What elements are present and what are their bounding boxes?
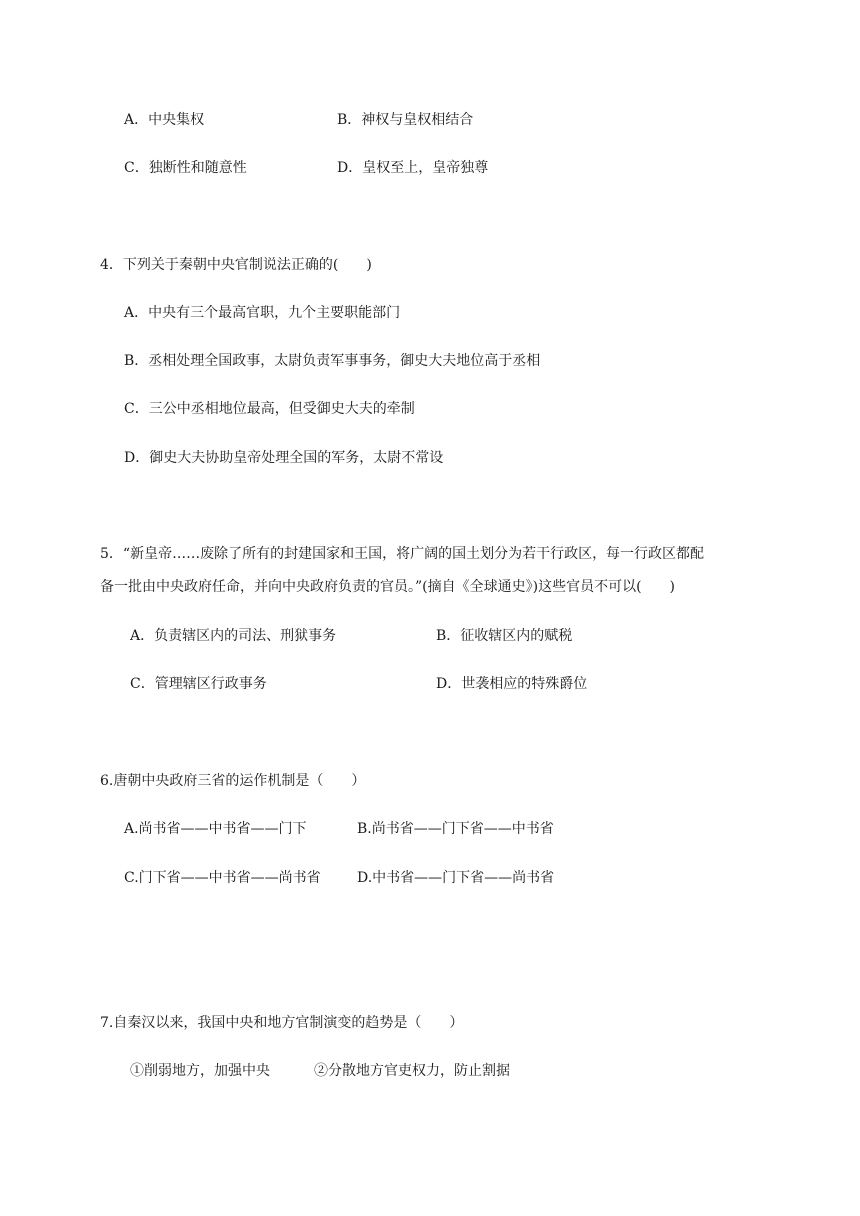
q4-option-c: C．三公中丞相地位最高，但受御史大夫的牵制	[124, 401, 415, 417]
q6-option-d: D.中书省——门下省——尚书省	[357, 870, 555, 886]
q7-stem: 7.自秦汉以来，我国中央和地方官制演变的趋势是（ ）	[100, 1015, 464, 1031]
q7-item-2: ②分散地方官吏权力，防止割据	[314, 1063, 510, 1079]
q5-option-b: B．征收辖区内的赋税	[436, 628, 573, 644]
q6-stem: 6.唐朝中央政府三省的运作机制是（ ）	[100, 773, 366, 789]
q4-option-d: D．御史大夫协助皇帝处理全国的军务，太尉不常设	[124, 450, 444, 466]
q7-item-1: ①削弱地方，加强中央	[130, 1063, 270, 1079]
q4-option-b: B．丞相处理全国政事，太尉负责军事事务，御史大夫地位高于丞相	[124, 353, 541, 369]
q4-option-a: A．中央有三个最高官职，九个主要职能部门	[124, 305, 401, 321]
q3-option-b: B．神权与皇权相结合	[337, 112, 474, 128]
q5-option-c: C．管理辖区行政事务	[130, 676, 267, 692]
q5-stem-line-2: 备一批由中央政府任命，并向中央政府负责的官员。”(摘自《全球通史》)这些官员不可以( )	[100, 579, 676, 595]
q3-option-d: D．皇权至上，皇帝独尊	[337, 160, 489, 176]
q5-stem-line-1: 5．“新皇帝……废除了所有的封建国家和王国，将广阔的国土划分为若干行政区，每一行政区都配	[100, 546, 705, 562]
q6-option-b: B.尚书省——门下省——中书省	[357, 821, 554, 837]
q3-option-a: A．中央集权	[124, 112, 205, 128]
q3-option-c: C．独断性和随意性	[124, 160, 247, 176]
q6-option-c: C.门下省——中书省——尚书省	[124, 870, 321, 886]
q5-option-a: A．负责辖区内的司法、刑狱事务	[130, 628, 337, 644]
q4-stem: 4．下列关于秦朝中央官制说法正确的( )	[100, 257, 372, 273]
q5-option-d: D．世袭相应的特殊爵位	[436, 676, 588, 692]
q6-option-a: A.尚书省——中书省——门下	[124, 821, 307, 837]
